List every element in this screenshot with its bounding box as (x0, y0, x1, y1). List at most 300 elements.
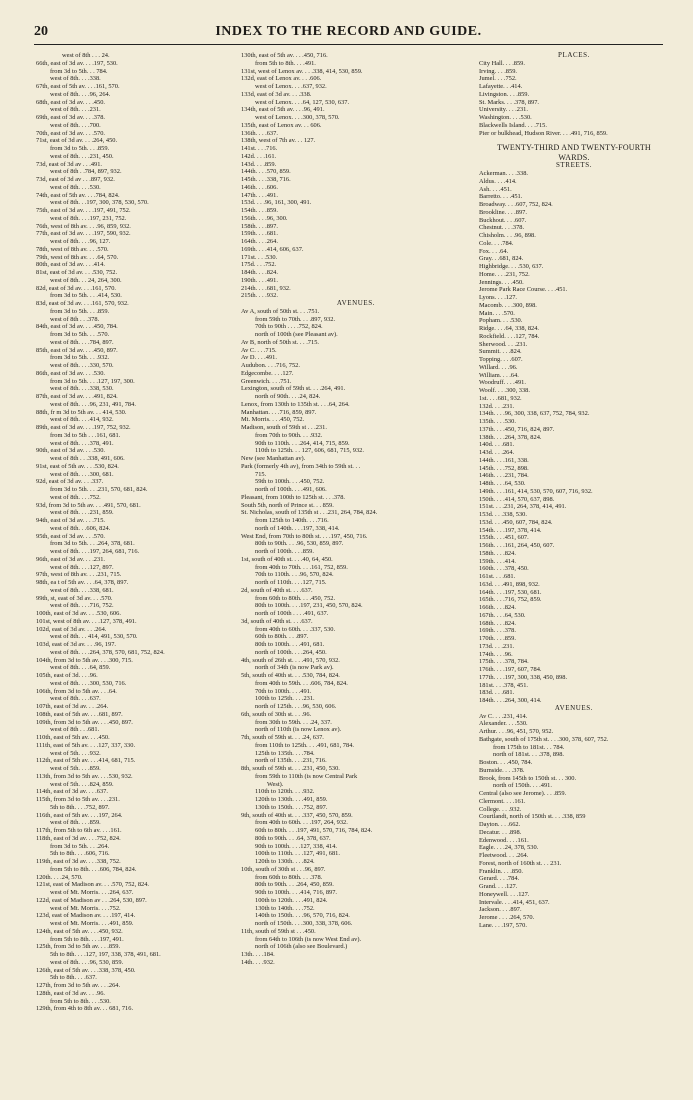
index-entry: 153d. . . .96, 161, 300, 491. (241, 199, 312, 207)
index-entry: north of 100th. . . .859. (255, 548, 314, 555)
index-entry: 80th to 90th. . . .264, 450, 859. (255, 881, 334, 889)
section-heading: AVENUES. (554, 704, 594, 712)
index-entry: 133d, east of 3d av. . . .338. (241, 90, 312, 98)
index-entry: 175d. . . .752. (241, 261, 277, 269)
index-entry: Clermont. . . .161. (479, 797, 526, 805)
index-entry: 75th, east of 3d av. . . .197, 491, 752. (36, 207, 131, 214)
index-entry: Popham. . . .530. (479, 317, 523, 325)
index-entry: 5th, south of 40th st. . . .530, 784, 824. (241, 672, 340, 679)
index-entry: Ash. . . .451. (479, 185, 512, 193)
section-heading: AVENUES. (336, 300, 376, 307)
index-entry: 121st, east of Madison av. . . .570, 752, 824. (36, 881, 150, 889)
index-entry: 130th, east of 5th av. . . .450, 716. (241, 52, 328, 59)
index-entry: Pleasant, from 100th to 125th st. . . .378. (241, 493, 346, 501)
index-entry: Intervale. . . .414, 451, 637. (479, 898, 550, 906)
index-entry: 145th. . . .338, 716. (241, 176, 291, 183)
index-entry: 214th. . . .681, 932. (241, 284, 291, 292)
index-entry: 132d, east of Lenox av. . . .606. (241, 75, 322, 83)
index-entry: 71st, east of 3d av. . . .264, 450. (36, 137, 118, 145)
index-entry: 116th, east of 5th av. . . .197, 264. (36, 811, 123, 819)
index-entry: west of 8th . . .338, 491, 606. (50, 455, 125, 462)
index-entry: Av D. . . .491. (241, 354, 277, 362)
index-entry: 128th, east of 3d av. . . .96. (36, 989, 105, 997)
index-entry: 90th to 100th. . . .414, 716, 897. (255, 889, 338, 896)
index-entry: 118th, east of 3d av. . . .752, 824. (36, 834, 121, 842)
index-entry: Av A, south of 50th st. . . .751. (241, 307, 320, 315)
index-entry: 169th. . . .378. (479, 627, 516, 635)
index-entry: north of 100th (see Pleasant av). (255, 331, 338, 338)
index-entry: 149th. . . .161, 414, 530, 570, 607, 716, 932. (479, 487, 593, 495)
index-entry: 4th, south of 26th st. . . .491, 570, 932. (241, 656, 340, 664)
index-entry: Irving. . . .859. (479, 67, 517, 75)
index-entry: Av C. . . .231, 414. (479, 712, 528, 720)
index-entry: 171st. . . .530. (241, 253, 278, 261)
index-entry: 13th. . . .184. (241, 951, 275, 958)
index-entry: Highbridge. . . .530, 637. (479, 263, 544, 270)
index-entry: from 5th to 8th. . . .197, 491. (50, 935, 124, 943)
index-entry: West End, from 70th to 80th st. . . .197, 450, 716. (241, 532, 368, 540)
index-entry: 123d, east of Madison av. . . .197, 414. (36, 912, 136, 920)
index-entry: 96th, east of 3d av. . . .231. (36, 555, 105, 563)
index-entry: 5th to 8th. . . .752, 897. (50, 803, 110, 811)
index-entry: 112th, east of 5th av. . . .414, 681, 715. (36, 757, 136, 765)
index-entry: 86th, east of 3d av. . . .530. (36, 369, 105, 377)
index-entry: west of 8th. . . .530. (50, 183, 101, 191)
index-entry: 115th, from 3d to 5th av. . . .231. (36, 796, 120, 803)
index-entry: from 40th to 70th. . . .161, 752, 859. (255, 563, 348, 571)
index-entry: north of 150th. . . .300, 338, 378, 606. (255, 920, 353, 927)
index-entry: 77th, east of 3d av. . . .197, 590, 932. (36, 230, 131, 238)
index-entry: Dayton. . . .662. (479, 821, 521, 828)
index-entry: 168th. . . .824. (479, 619, 516, 627)
index-entry: 97th, west of 8th av. . . .231, 715. (36, 571, 122, 579)
index-entry: 93d, from 3d to 5th av. . . .491, 570, 681. (36, 501, 141, 509)
index-entry: 120th to 130th. . . .491, 859. (255, 796, 328, 803)
index-entry: 126th, east of 5th av. . . .338, 378, 450. (36, 966, 136, 974)
index-entry: 70th to 100th. . . .491. (255, 687, 312, 695)
index-entry: 167th. . . .64, 530. (479, 611, 526, 619)
index-entry: 91st, east of 5th av. . . .530, 824. (36, 462, 119, 470)
index-entry: 138th. . . .264, 378, 824. (479, 433, 542, 441)
index-entry: Washington. . . .530. (479, 114, 532, 121)
index-entry: Alexander. . . .530. (479, 720, 528, 728)
index-entry: St. Marks. . . .378, 897. (479, 98, 540, 106)
index-entry: 10th, south of 30th st . . .96, 897. (241, 865, 326, 873)
section-heading: TWENTY-THIRD AND TWENTY-FOURTH (497, 143, 651, 153)
index-entry: 111th, east of 5th av. . . .127, 337, 330. (36, 741, 136, 749)
index-entry: Broadway. . . .607, 752, 824. (479, 201, 553, 208)
index-entry: 127th, from 3d to 5th av. . . .264. (36, 982, 121, 989)
index-entry: Ridge. . . .64, 338, 824. (479, 325, 539, 332)
index-entry: 181st. . . .378, 451. (479, 681, 528, 689)
index-entry: 81st, east of 3d av. . . .530, 752. (36, 269, 118, 276)
index-entry: Central (also see Jerome). . . .859. (479, 790, 567, 797)
index-entry: west of 8th. . . .338, 681. (50, 586, 114, 594)
index-entry: Cole. . . .784. (479, 239, 514, 247)
index-entry: from 3d to 5th. . . .859. (50, 307, 110, 315)
index-entry: Grand. . . .127. (479, 883, 518, 890)
index-entry: west of 8th. . . .338. (50, 75, 101, 83)
index-entry: Manhattan. . . .716, 859, 897. (241, 408, 317, 416)
index-entry: 144th. . . .161, 338. (479, 456, 529, 464)
index-entry: 103d, east of 3d av. . . .96, 197. (36, 641, 116, 648)
index-entry: 67th, east of 5th av. . . .161, 570. (36, 83, 120, 90)
page-title: INDEX TO THE RECORD AND GUIDE. (215, 24, 482, 39)
index-entry: 155th. . . .451, 607. (479, 534, 529, 542)
index-entry: 117th, from 5th to 6th av. . . .161. (36, 827, 122, 834)
index-entry: north of 140th. . . .197, 338, 414. (255, 524, 340, 532)
index-entry: Madison, south of 59th st . . .231. (241, 424, 327, 431)
index-entry: 69th, east of 3d av. . . .378. (36, 114, 105, 121)
index-entry: 145th. . . .752, 898. (479, 464, 529, 472)
index-entry: 80th to 90th. . . .96, 530, 859, 897. (255, 540, 344, 548)
index-entry: 79th, west of 8th av. . . .64, 570. (36, 253, 119, 261)
index-column-left (36, 52, 232, 1092)
index-entry: from 3d to 5th. . . .414, 530. (50, 292, 122, 300)
index-entry: 125th to 135th. . . .784. (255, 749, 315, 757)
index-entry: west of 8th. . . .637. (50, 695, 101, 703)
index-entry: west of 8th. . . .231, 450. (50, 152, 114, 160)
index-entry: west of 8th. . . .716, 752. (50, 602, 114, 610)
index-entry: north of 100th . . . .491, 637. (255, 610, 329, 617)
index-entry: 60th to 80th. . . .897. (255, 633, 309, 641)
index-entry: Ackerman. . . .338. (479, 170, 528, 177)
index-entry: 68th, east of 3d av. . . .450. (36, 98, 105, 106)
index-entry: 88th, fr m 3d to 5th av. . . 414, 530. (36, 408, 127, 416)
index-entry: west of 8th. . . 414, 491, 530, 570. (50, 633, 138, 641)
index-entry: west of 8th. . . .378, 491. (50, 439, 114, 447)
index-entry: Fleetwood. . . .264. (479, 852, 529, 859)
index-entry: 11th, south of 59th st . . .450. (241, 927, 316, 935)
index-entry: 102d, east of 3d av. . . .264. (36, 625, 107, 633)
index-entry: 94th, east of 3d av. . . .715. (36, 517, 105, 524)
index-entry: Franklin. . . .850. (479, 867, 524, 875)
index-entry: 131st, west of Lenox av. . . .338, 414, 530, 859. (241, 67, 363, 75)
index-entry: west of 8th. . . .784, 897. (50, 338, 114, 346)
index-entry: Sherwood. . . .231. (479, 340, 528, 348)
index-entry: west of 8th. . . .859. (50, 819, 101, 827)
index-entry: Audubon. . . .716, 752. (241, 362, 300, 369)
index-entry: 114th, east of 3d av. . . .637. (36, 788, 108, 796)
index-entry: north of 100th. . . .491, 606. (255, 486, 327, 493)
index-entry: west of 8th. . . .96, 264. (50, 90, 111, 98)
index-entry: 158th. . . .824. (479, 549, 516, 557)
index-entry: 70th, east of 3d av. . . .570. (36, 129, 105, 137)
index-entry: west of Lenox. . . .64, 127, 530, 637. (255, 98, 350, 106)
index-entry: Livingston. . . .859. (479, 90, 530, 98)
index-entry: 83d, east of 3d av. . . .161, 570, 932. (36, 300, 129, 307)
index-entry: Mt. Morris. . . .450, 752. (241, 416, 305, 424)
index-entry: north of 110th. . . .127, 715. (255, 579, 327, 586)
index-entry: from 3d to 5th. . . .264. (50, 842, 110, 850)
index-entry: 173d. . . .231. (479, 642, 515, 650)
index-entry: Courtlandt, north of 150th st. . . .338, 859 (479, 813, 586, 821)
index-entry: 60th to 80th. . . .197, 491, 570, 716, 784, 824. (255, 827, 373, 834)
index-entry: Jackson. . . .897. (479, 906, 522, 914)
index-entry: west of 8th. . . .64, 859. (50, 664, 111, 672)
index-entry: from 70th to 90th. . . .932. (255, 431, 323, 439)
index-entry: 164th. . . .264. (241, 238, 278, 245)
index-entry: 73d, east of 3d av . . .897, 932. (36, 176, 115, 183)
index-entry: Gray. . .681, 824. (479, 255, 524, 263)
index-entry: north of 106th (also see Boulevard.) (255, 943, 348, 951)
index-entry: west of 8th. . . .700. (50, 121, 101, 129)
index-entry: west of Mt. Morris. . . .752. (50, 904, 121, 912)
index-entry: 129th, from 4th to 8th av. . . 681, 716. (36, 1005, 134, 1013)
index-entry: Home. . . .231, 752. (479, 270, 530, 278)
index-entry: 104th, from 3d to 5th av. . . .300, 715. (36, 656, 133, 664)
index-entry: north of 135th. . . .231, 716. (255, 757, 327, 765)
index-entry: 78th, west of 8th av. . . .570. (36, 245, 109, 253)
index-entry: 164th. . . .197, 530, 681. (479, 588, 542, 596)
index-entry: from 40th to 59th. . . .606, 784, 824. (255, 679, 348, 687)
index-entry: west of Mt. Morris. . . .491, 859. (50, 920, 134, 927)
index-entry: 120th. . . .24, 570. (36, 873, 83, 881)
index-entry: Topping. . . .607. (479, 356, 523, 363)
index-entry: 90th to 110th. . . .264, 414, 715, 859. (255, 439, 350, 447)
index-entry: 80th to 90th. . . .64, 378, 637. (255, 834, 331, 842)
index-entry: 122d, east of Madison av . . .264, 530, 897. (36, 896, 147, 904)
index-entry: 1st, south of 40th st. . . .40, 64, 450. (241, 555, 333, 563)
index-entry: from 30th to 59th. . . .24, 337. (255, 718, 332, 726)
index-entry: Woodruff. . . .491. (479, 379, 526, 387)
index-entry: New (see Manhattan av). (241, 455, 306, 462)
index-entry: Fox. . . .64. (479, 247, 509, 255)
index-entry: Lexington, south of 59th st. . . .264, 491. (241, 385, 346, 393)
index-entry: Buckhout. . . .607. (479, 216, 527, 224)
index-entry: 106th, from 3d to 5th av. . . .64. (36, 687, 117, 695)
index-entry: Arthur. . . .96, 451, 570, 952. (479, 728, 554, 735)
index-entry: 87th, east of 3d av. . . .491, 824. (36, 393, 118, 400)
index-entry: 175th. . . .378, 784. (479, 658, 529, 666)
index-entry: 80th to 100th. . . .197, 231, 450, 570, 824. (255, 602, 363, 610)
index-entry: Lenox, from 130th to 135th st. . . .64, 264. (241, 400, 350, 408)
index-entry: west of 8th. . . .300, 681. (50, 470, 114, 478)
index-entry: 142d. . . .161. (241, 152, 277, 160)
index-entry: 184th. . . .824. (241, 269, 278, 276)
index-entry: north of 125th. . . .96, 530, 606. (255, 703, 337, 710)
index-entry: 90th to 100th. . . .127, 338, 414. (255, 842, 338, 850)
index-entry: Main. . . .570. (479, 309, 515, 317)
index-entry: Edgecombe. . . .127. (241, 369, 294, 377)
index-entry: north of 110th (is now Lenox av). (255, 726, 342, 734)
index-entry: west of 5th. . . .932. (50, 749, 101, 757)
index-entry: west of 8th. . .197, 300, 378, 530, 570. (50, 199, 149, 207)
index-entry: 99th, st, east of 3d av. . . .570. (36, 594, 113, 602)
index-entry: 166th. . . .824. (479, 604, 516, 611)
index-entry: 9th, south of 40th st. . . .337, 450, 570, 859. (241, 811, 353, 819)
index-entry: 101st, west of 8th av. . . .127, 378, 491. (36, 617, 137, 625)
index-entry: 190th. . . .491. (241, 276, 278, 284)
index-entry: 2d, south of 40th st. . . .637. (241, 586, 313, 594)
index-entry: 135th, east of Lenox av. . . 606. (241, 121, 322, 129)
index-entry: 156th. . . .161, 264, 450, 607. (479, 542, 555, 549)
index-entry: 147th. . . .491. (241, 191, 278, 199)
index-entry: 89th, east of 3d av. . . .197, 752, 932. (36, 424, 131, 431)
index-entry: from 59th to 110th (is now Central Park (255, 772, 358, 780)
index-entry: 154th. . . .859. (241, 207, 278, 214)
index-entry: west of 5th. . . .859. (50, 765, 101, 772)
index-entry: St. Nicholas, south of 135th st . . .231, 264, 784, 824. (241, 509, 378, 517)
index-entry: 159th. . . .414. (479, 557, 516, 565)
index-entry: west of 8th. . . .96, 127. (50, 238, 111, 245)
index-entry: Macomb. . . .300, 898. (479, 301, 537, 309)
index-entry: Bathgate, south of 175th st. . . .300, 378, 607, 752. (479, 735, 609, 743)
index-entry: north of 100th. . . .264, 450. (255, 648, 327, 656)
index-entry: 73d, east of 3d av . . .491. (36, 160, 103, 168)
index-entry: west of 8th . . . 24. (62, 52, 110, 59)
section-heading: WARDS. (558, 152, 590, 162)
index-entry: 113th, from 3d to 5th av. . . .530, 932. (36, 772, 133, 780)
index-entry: Burnside. . . .378. (479, 766, 525, 774)
index-entry: Chisholm. . . .96, 898. (479, 232, 536, 239)
index-entry: west of 8th. . . .414, 932. (50, 416, 114, 424)
index-entry: 138th, west of 7th av. . . 127. (241, 137, 316, 145)
index-entry: Brookline. . . .897. (479, 208, 527, 216)
index-entry: 105th, east of 3d. . . .96. (36, 672, 98, 679)
index-entry: Eagle. . . .24, 378, 530. (479, 844, 539, 852)
index-entry: west of 8th . .784, 897, 932. (50, 168, 122, 176)
index-entry: 76th, west of 8th av. . . .96, 859, 932. (36, 222, 131, 230)
index-entry: Pier or bulkhead, Hudson River. . . .491, 716, 859. (479, 129, 608, 137)
index-entry: Edenwood. . . .161. (479, 836, 529, 844)
index-entry: west of Lenox. . . .300, 378, 570. (255, 114, 340, 121)
page-header (34, 22, 663, 45)
index-entry: 100th to 120th. . . .491, 824. (255, 896, 328, 904)
index-entry: 84th, east of 3d av. . . .450, 784. (36, 323, 118, 331)
index-entry: Forest, north of 160th st. . . 231. (479, 859, 562, 867)
index-entry: 150th. . . .414, 570, 637, 898. (479, 495, 555, 503)
index-entry: Gerard. . . .784. (479, 875, 520, 883)
index-entry: 151st. . . .231, 264, 378, 414, 491. (479, 503, 567, 511)
section-heading: PLACES. (557, 52, 590, 59)
index-entry: west of 8th. . . .96, 530, 859. (50, 958, 124, 966)
index-entry: 85th, east of 3d av. . . .450, 897. (36, 346, 118, 354)
index-entry: 183d. . . .681. (479, 689, 515, 697)
index-entry: Jerome . . . .264, 570. (479, 914, 535, 921)
index-entry: west of 8th. . . .127, 897. (50, 563, 114, 571)
index-entry: 125th, from 3d to 5th av. . . .859. (36, 943, 121, 951)
index-entry: 135th. . . .530. (479, 418, 516, 425)
index-entry: Lane. . . .197, 570. (479, 921, 527, 929)
index-entry: 146th. . . .231, 784. (479, 472, 529, 480)
index-entry: from 3d to 5th. . . .932. (50, 354, 110, 362)
index-entry: 7th, south of 59th st. . . .24, 637. (241, 734, 324, 741)
index-entry: 161st. . . .681. (479, 573, 516, 580)
index-entry: Brook, from 145th to 150th st. . . 300. (479, 774, 577, 782)
index-entry: west of 8th. . . .338, 530. (50, 385, 114, 393)
index-entry: West). (267, 780, 284, 788)
index-entry: 144th. . . .570, 859. (241, 168, 291, 176)
page-number: 20 (34, 24, 48, 39)
index-entry: 119th, east of 3d av. . . .338, 752. (36, 858, 121, 865)
index-entry: Park (formerly 4th av), from 34th to 59th st. . . (241, 462, 361, 470)
index-entry: west of 8th. . . .330, 570. (50, 362, 114, 369)
index-entry: 146th. . . .606. (241, 183, 278, 191)
index-entry: west of 8th. . .606, 824. (50, 524, 111, 532)
index-entry: 170th. . . .859. (479, 635, 516, 642)
index-entry: west of 8th. . . 24, 264, 300. (50, 276, 122, 284)
index-entry: 215th. . . .932. (241, 292, 278, 300)
index-entry: west of 8th. . . .752. (50, 493, 101, 501)
index-entry: 153d. . . .338, 530. (479, 511, 527, 518)
index-entry: 165th. . . .716, 752, 859. (479, 596, 542, 604)
index-entry: 95th, east of 3d av. . . .570. (36, 532, 105, 540)
index-entry: 169th. . . .414, 606, 637. (241, 245, 304, 253)
index-entry: west of 8th. . . .300, 530, 716. (50, 679, 127, 687)
index-entry: 6th, south of 30th st. . . .96. (241, 710, 312, 718)
index-entry: north of 90th. . . .24, 824. (255, 393, 321, 400)
index-entry: 134th, east of 5th av. . . .96, 491. (241, 106, 325, 114)
index-entry: 1st. . . .681, 932. (479, 394, 522, 402)
index-entry: 82d, east of 3d av. . . .161, 570. (36, 284, 116, 292)
index-entry: from 60th to 80th. . . .450, 752. (255, 594, 336, 602)
index-entry: 140th to 150th. . . .96, 570, 716, 824. (255, 912, 350, 920)
index-entry: Av B, north of 50th st. . . .715. (241, 338, 319, 346)
index-entry: west of 8th. . . .197, 264, 681, 716. (50, 548, 140, 555)
index-column-middle (241, 52, 471, 1092)
index-entry: Av C. . . .715. (241, 346, 277, 354)
index-entry: 100th to 125th. . . .231. (255, 695, 315, 703)
index-entry: Blackwells Island. . . .715. (479, 121, 547, 129)
index-entry: west of 8th. . . .231, 859. (50, 509, 114, 517)
section-heading: STREETS. (555, 162, 593, 170)
index-entry: 160th. . . .378, 450. (479, 565, 529, 573)
index-entry: north of 150th. . . .491. (493, 782, 552, 790)
index-entry: west of 8th . . .378. (50, 315, 100, 323)
index-entry: from 5th to 8th. . . .491. (255, 59, 316, 67)
index-entry: 100th to 110th. . . .127, 491, 681. (255, 850, 340, 858)
index-entry: 174th. . . .96. (479, 650, 513, 658)
index-entry: 80th to 100th. . . .491, 681. (255, 641, 325, 648)
index-entry: 132d. . . .231. (479, 402, 515, 410)
index-entry: from 5th to 8th. . . .530. (50, 997, 111, 1005)
index-entry: from 110th to 125th. . . .491, 681, 784. (255, 741, 354, 749)
index-entry: 70th to 110th. . . .96, 570, 824. (255, 571, 334, 579)
index-entry: Barretto. . . .451. (479, 193, 523, 201)
index-entry: from 40th to 60th. . . .337, 530. (255, 625, 336, 633)
index-entry: 14th. . . .932. (241, 958, 275, 966)
index-entry: Jerome Park Race Course. . . .451. (479, 286, 568, 294)
index-entry: 156th. . . .96, 300. (241, 214, 288, 222)
index-entry: 3d, south of 40th st. . . .637. (241, 617, 313, 625)
index-entry: 8th, south of 59th st. . . .231, 450, 530. (241, 765, 340, 772)
index-entry: from 3d to 5th. . . .570. (50, 331, 110, 338)
index-column-right (479, 52, 669, 1092)
index-entry: Jumel. . . .752. (479, 75, 517, 83)
index-entry: Summit. . . .824. (479, 348, 522, 356)
index-entry: Aldus. . . .414. (479, 177, 517, 185)
index-entry: from 60th to 80th. . . .378. (255, 873, 323, 881)
index-entry: 136th. . . .637. (241, 129, 278, 137)
index-entry: west of 8th. . . .96, 231, 491, 784. (50, 400, 136, 408)
index-entry: west of 8th. . . .264, 378, 570, 681, 752, 824. (50, 648, 165, 656)
index-entry: Rockfield. . . .127, 784. (479, 332, 540, 340)
index-entry: Honeywell. . . .127. (479, 890, 530, 898)
index-entry: 143d. . . .859. (241, 160, 277, 168)
index-entry: 715. (255, 470, 267, 478)
index-entry: 176th. . . .197, 607, 784. (479, 666, 542, 673)
index-entry: 100th, east of 3d av. . . .530, 606. (36, 610, 121, 617)
index-entry: 154th. . . .197, 378, 414. (479, 526, 542, 534)
index-entry: from 40th to 60th. . . .197, 264, 932. (255, 819, 348, 827)
index-entry: Chestnut. . . .378. (479, 224, 525, 232)
index-entry: 184th. . . .264, 300, 414. (479, 697, 542, 704)
index-entry: 110th to 120th. . . .932. (255, 788, 315, 796)
index-entry: 70th to 90th . . . .752, 824. (255, 323, 323, 331)
index-entry: 141st. . . .716. (241, 145, 278, 152)
index-entry: 140d. . . .681. (479, 441, 515, 449)
